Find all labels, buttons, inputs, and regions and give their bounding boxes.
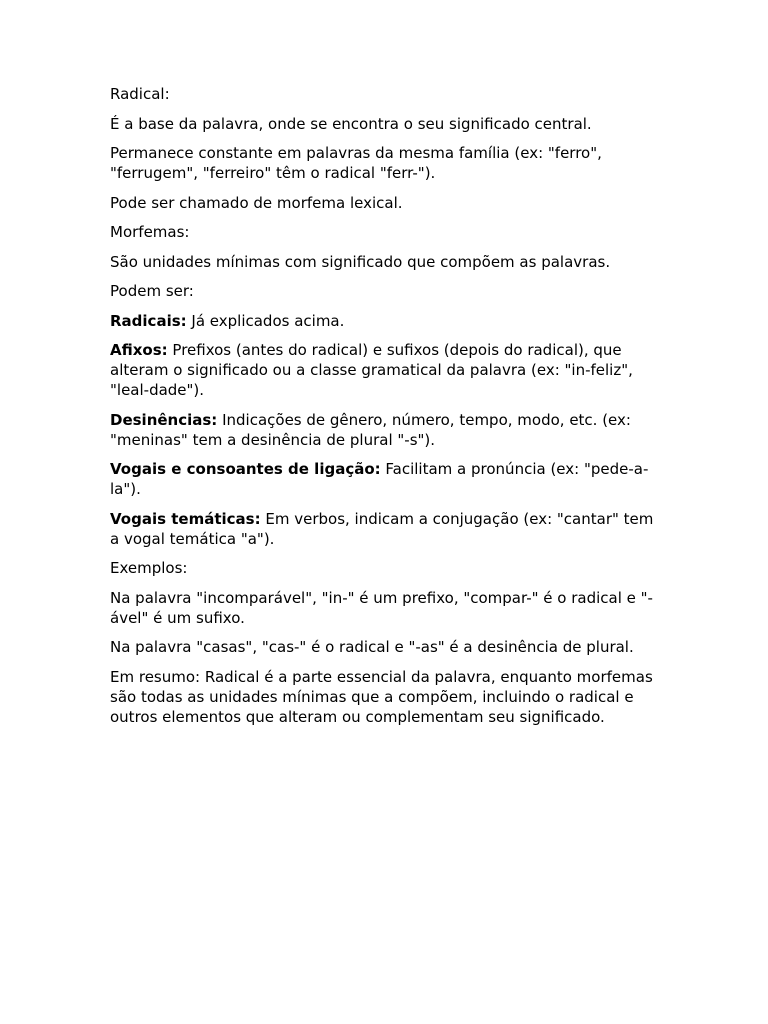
term-label: Afixos: — [110, 341, 168, 359]
item-desinencias — [110, 410, 658, 450]
item-text: Indicações de gênero, número, tempo, modo, etc. (ex: "meninas" tem a desinência de plural "-s"). — [110, 410, 631, 449]
paragraph-example-incomparavel — [110, 588, 658, 628]
heading-radical — [110, 84, 658, 104]
paragraph-text: Exemplos: — [110, 559, 188, 577]
paragraph-text: Na palavra "incomparável", "in-" é um prefixo, "compar-" é o radical e "-ável" é um sufixo. — [110, 588, 653, 627]
paragraph-example-casas — [110, 637, 658, 657]
paragraph-text: É a base da palavra, onde se encontra o seu significado central. — [110, 114, 592, 133]
paragraph-text: Radical: — [110, 85, 170, 103]
heading-exemplos — [110, 558, 658, 578]
item-radicais — [110, 311, 658, 331]
item-afixos — [110, 340, 658, 400]
term-label: Vogais e consoantes de ligação: — [110, 460, 381, 478]
term-label: Radicais: — [110, 311, 187, 330]
paragraph-text: Pode ser chamado de morfema lexical. — [110, 193, 403, 212]
paragraph-podem-ser — [110, 281, 658, 301]
paragraph-radical-constant — [110, 143, 658, 183]
term-label: Vogais temáticas: — [110, 509, 261, 528]
paragraph-text: Morfemas: — [110, 223, 190, 241]
paragraph-morfemas-definition — [110, 252, 658, 272]
term-label: Desinências: — [110, 410, 218, 429]
item-vogais-consoantes-ligacao — [110, 459, 658, 499]
item-text: Já explicados acima. — [186, 311, 345, 330]
item-vogais-tematicas — [110, 509, 658, 549]
heading-morfemas — [110, 222, 658, 242]
paragraph-text: Na palavra "casas", "cas-" é o radical e "-as" é a desinência de plural. — [110, 638, 634, 656]
item-text: Facilitam a pronúncia (ex: "pede-a-la"). — [110, 460, 649, 498]
paragraph-text: Permanece constante em palavras da mesma família (ex: "ferro", "ferrugem", "ferreiro" têm o radical "ferr-"). — [110, 144, 602, 182]
item-text: Prefixos (antes do radical) e sufixos (depois do radical), que alteram o significado ou a classe gramatical da palavra (ex: "in-feliz", "leal-dade"). — [110, 341, 633, 399]
paragraph-radical-lexical — [110, 193, 658, 213]
paragraph-text: Podem ser: — [110, 282, 194, 300]
document-body — [110, 84, 658, 736]
paragraph-summary — [110, 667, 658, 727]
paragraph-text: São unidades mínimas com significado que compõem as palavras. — [110, 252, 611, 271]
paragraph-radical-definition — [110, 114, 658, 134]
item-text: Em verbos, indicam a conjugação (ex: "cantar" tem a vogal temática "a"). — [110, 509, 654, 548]
paragraph-text: Em resumo: Radical é a parte essencial da palavra, enquanto morfemas são todas as unidades mínimas que a compõem, incluindo o radical e outros elementos que alteram ou complementam seu significado. — [110, 667, 653, 726]
